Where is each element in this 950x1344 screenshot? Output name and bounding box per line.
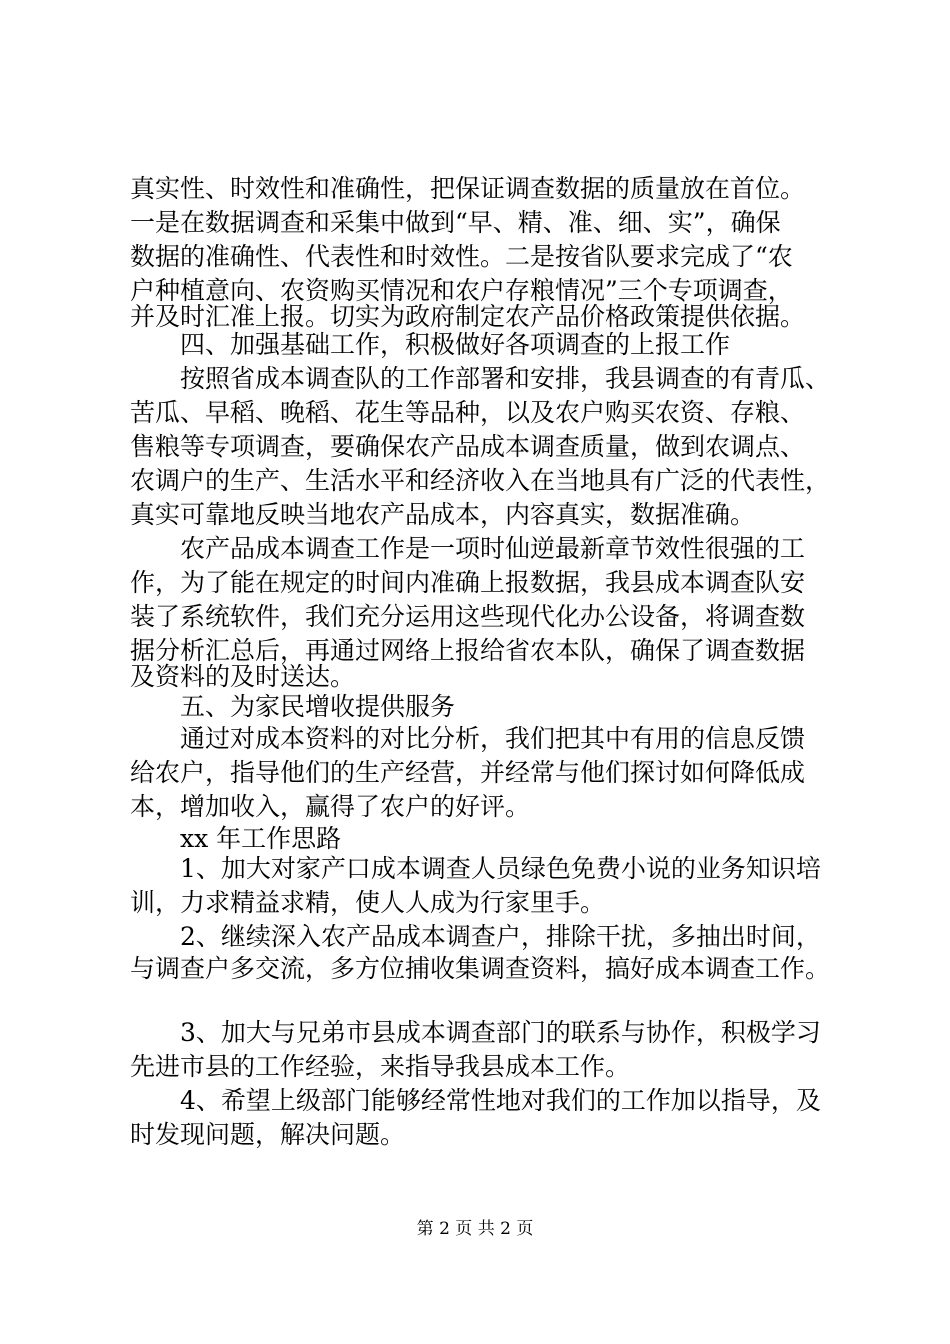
list-item-line: 2、继续深入农产品成本调查户，排除干扰，多抽出时间， <box>130 922 821 951</box>
body-text-line: 一是在数据调查和采集中做到“早、精、准、细、实”，确保 <box>130 208 781 237</box>
body-text-line: 售粮等专项调查，要确保农产品成本调查质量，做到农调点、 <box>130 432 806 461</box>
body-text-line: 装了系统软件，我们充分运用这些现代化办公设备，将调查数 <box>130 602 806 631</box>
section-heading: xx 年工作思路 <box>130 824 342 853</box>
body-text-line: 据分析汇总后，再通过网络上报给省农本队，确保了调查数据 <box>130 636 806 665</box>
body-text-line: 作，为了能在规定的时间内准确上报数据，我县成本调查队安 <box>130 568 806 597</box>
body-text-line: 并及时汇准上报。切实为政府制定农产品价格政策提供依据。 <box>130 302 806 331</box>
body-text-line: 数据的准确性、代表性和时效性。二是按省队要求完成了“农 <box>130 242 793 271</box>
section-heading: 四、加强基础工作，积极做好各项调查的上报工作 <box>130 330 731 359</box>
list-item-line: 4、希望上级部门能够经常性地对我们的工作加以指导，及 <box>130 1086 821 1115</box>
body-text-line: 户种植意向、农资购买情况和农户存粮情况”三个专项调查， <box>130 276 793 305</box>
body-text-line: 真实性、时效性和准确性，把保证调查数据的质量放在首位。 <box>130 174 806 203</box>
page-number-footer: 第 2 页 共 2 页 <box>416 1219 534 1239</box>
body-text-line: 真实可靠地反映当地农产品成本，内容真实，数据准确。 <box>130 500 756 529</box>
section-heading: 五、为家民增收提供服务 <box>130 692 456 721</box>
list-item-line: 训，力求精益求精，使人人成为行家里手。 <box>130 888 606 917</box>
body-text-line: 及资料的及时送达。 <box>130 662 356 691</box>
list-item-line: 与调查户多交流，多方位捕收集调查资料，搞好成本调查工作。 <box>130 954 831 983</box>
body-text-line: 通过对成本资料的对比分析，我们把其中有用的信息反馈 <box>130 724 806 753</box>
body-text-line: 苦瓜、早稻、晚稻、花生等品种，以及农户购买农资、存粮、 <box>130 398 806 427</box>
body-text-line: 按照省成本调查队的工作部署和安排，我县调查的有青瓜、 <box>130 364 831 393</box>
body-text-line: 农调户的生产、生活水平和经济收入在当地具有广泛的代表性， <box>130 466 831 495</box>
list-item-line: 3、加大与兄弟市县成本调查部门的联系与协作，积极学习 <box>130 1018 821 1047</box>
list-item-line: 1、加大对家产口成本调查人员绿色免费小说的业务知识培 <box>130 854 821 883</box>
body-text-line: 给农户，指导他们的生产经营，并经常与他们探讨如何降低成 <box>130 758 806 787</box>
list-item-line: 先进市县的工作经验，来指导我县成本工作。 <box>130 1052 631 1081</box>
list-item-line: 时发现问题，解决问题。 <box>130 1120 406 1149</box>
body-text-line: 本，增加收入，赢得了农户的好评。 <box>130 792 531 821</box>
body-text-line: 农产品成本调查工作是一项时仙逆最新章节效性很强的工 <box>130 534 806 563</box>
